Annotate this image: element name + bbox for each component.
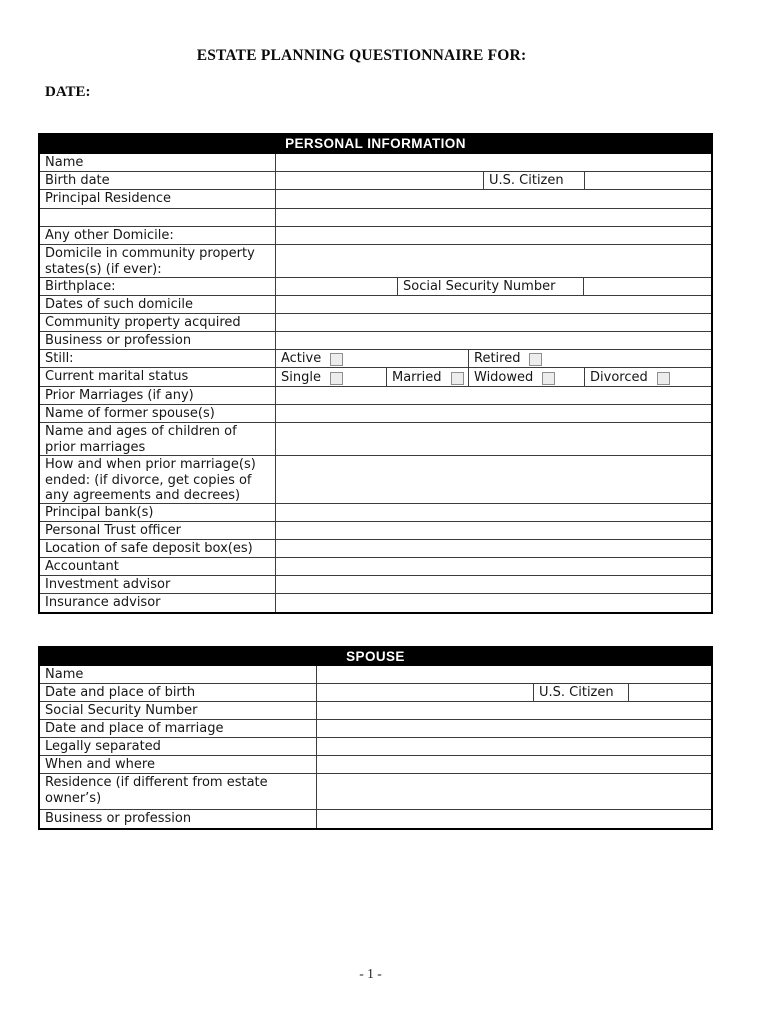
checkbox-label: Divorced <box>590 369 648 385</box>
input-cell[interactable] <box>276 594 711 612</box>
row-label: Community property acquired <box>40 314 276 331</box>
input-cell[interactable] <box>276 296 711 313</box>
checkbox-cell <box>276 368 387 386</box>
checkbox-cell <box>469 350 711 367</box>
row-label: Insurance advisor <box>40 594 276 612</box>
table-row <box>40 368 711 387</box>
table-row <box>40 154 711 172</box>
checkbox-cell <box>276 350 469 367</box>
input-cell[interactable] <box>629 684 711 701</box>
checkbox-label: Married <box>392 369 442 385</box>
input-cell[interactable] <box>276 209 711 226</box>
table-row <box>40 227 711 245</box>
checkbox-label: Active <box>281 351 322 367</box>
row-label: Social Security Number <box>40 702 317 719</box>
page-title: ESTATE PLANNING QUESTIONNAIRE FOR: <box>196 47 527 64</box>
checkbox-widowed[interactable] <box>542 372 555 385</box>
input-cell[interactable] <box>584 278 711 295</box>
input-cell[interactable] <box>276 522 711 539</box>
table-row <box>40 684 711 702</box>
row-label: Personal Trust officer <box>40 522 276 539</box>
checkbox-cell <box>387 368 469 386</box>
table-row <box>40 209 711 227</box>
table-row <box>40 576 711 594</box>
input-cell[interactable] <box>276 387 711 404</box>
checkbox-cell <box>469 368 585 386</box>
input-cell[interactable] <box>276 558 711 575</box>
row-label: Residence (if different from estate owner’s) <box>40 774 317 809</box>
table-row <box>40 278 711 296</box>
input-cell[interactable] <box>276 423 711 455</box>
input-cell[interactable] <box>276 154 711 171</box>
row-label: Location of safe deposit box(es) <box>40 540 276 557</box>
row-label: How and when prior marriage(s) ended: (if divorce, get copies of any agreements and decrees) <box>40 456 276 503</box>
input-cell[interactable] <box>317 756 711 773</box>
table-row <box>40 522 711 540</box>
row-label: Principal bank(s) <box>40 504 276 521</box>
input-cell[interactable] <box>276 190 711 208</box>
table-row <box>40 423 711 456</box>
table-row <box>40 190 711 209</box>
field-label: U.S. Citizen <box>484 172 585 189</box>
spouse-table <box>38 646 713 830</box>
row-label: Accountant <box>40 558 276 575</box>
input-cell[interactable] <box>40 209 276 226</box>
table-row <box>40 245 711 278</box>
field-label: Social Security Number <box>398 278 584 295</box>
table-row <box>40 296 711 314</box>
checkbox-single[interactable] <box>330 372 343 385</box>
row-label: Name <box>40 154 276 171</box>
table-row <box>40 738 711 756</box>
row-label: Birth date <box>40 172 276 189</box>
row-label: Legally separated <box>40 738 317 755</box>
input-cell[interactable] <box>276 314 711 331</box>
row-label: Prior Marriages (if any) <box>40 387 276 404</box>
field-label: U.S. Citizen <box>534 684 629 701</box>
row-label: Current marital status <box>40 368 276 386</box>
row-label: Date and place of marriage <box>40 720 317 737</box>
checkbox-married[interactable] <box>451 372 464 385</box>
table-row <box>40 756 711 774</box>
row-label: Name <box>40 666 317 683</box>
checkbox-retired[interactable] <box>529 353 542 366</box>
footer-page-number: - 1 - <box>359 966 382 981</box>
checkbox-label: Single <box>281 369 321 385</box>
row-label: When and where <box>40 756 317 773</box>
row-label: Investment advisor <box>40 576 276 593</box>
section-header-spouse: SPOUSE <box>40 648 711 666</box>
table-row <box>40 666 711 684</box>
input-cell[interactable] <box>276 504 711 521</box>
table-row <box>40 594 711 612</box>
input-cell[interactable] <box>317 720 711 737</box>
table-row <box>40 332 711 350</box>
checkbox-cell <box>585 368 711 386</box>
input-cell[interactable] <box>276 456 711 503</box>
row-label: Name and ages of children of prior marriages <box>40 423 276 455</box>
table-row <box>40 540 711 558</box>
table-row <box>40 387 711 405</box>
input-cell[interactable] <box>317 774 711 809</box>
section-header-personal: PERSONAL INFORMATION <box>40 135 711 154</box>
table-row <box>40 810 711 828</box>
input-cell[interactable] <box>276 576 711 593</box>
row-label: Business or profession <box>40 332 276 349</box>
row-label: Business or profession <box>40 810 317 828</box>
input-cell[interactable] <box>276 172 484 189</box>
row-label: Still: <box>40 350 276 367</box>
input-cell[interactable] <box>317 666 711 683</box>
row-label: Date and place of birth <box>40 684 317 701</box>
input-cell[interactable] <box>317 702 711 719</box>
input-cell[interactable] <box>276 245 711 277</box>
input-cell[interactable] <box>276 278 398 295</box>
table-row <box>40 720 711 738</box>
input-cell[interactable] <box>317 738 711 755</box>
table-row <box>40 350 711 368</box>
table-row <box>40 172 711 190</box>
table-row <box>40 558 711 576</box>
row-label: Birthplace: <box>40 278 276 295</box>
table-row <box>40 314 711 332</box>
input-cell[interactable] <box>317 684 534 701</box>
input-cell[interactable] <box>585 172 711 189</box>
row-label: Dates of such domicile <box>40 296 276 313</box>
row-label: Any other Domicile: <box>40 227 276 244</box>
input-cell[interactable] <box>276 332 711 349</box>
row-label: Domicile in community property states(s) (if ever): <box>40 245 276 277</box>
date-label: DATE: <box>45 84 91 100</box>
table-row <box>40 405 711 423</box>
input-cell[interactable] <box>276 405 711 422</box>
personal-information-table <box>38 133 713 614</box>
checkbox-active[interactable] <box>330 353 343 366</box>
input-cell[interactable] <box>317 810 711 828</box>
row-label: Principal Residence <box>40 190 276 208</box>
checkbox-label: Widowed <box>474 369 534 385</box>
checkbox-divorced[interactable] <box>657 372 670 385</box>
input-cell[interactable] <box>276 227 711 244</box>
table-row <box>40 774 711 810</box>
checkbox-label: Retired <box>474 351 521 367</box>
table-row <box>40 504 711 522</box>
table-row <box>40 702 711 720</box>
table-row <box>40 456 711 504</box>
input-cell[interactable] <box>276 540 711 557</box>
row-label: Name of former spouse(s) <box>40 405 276 422</box>
